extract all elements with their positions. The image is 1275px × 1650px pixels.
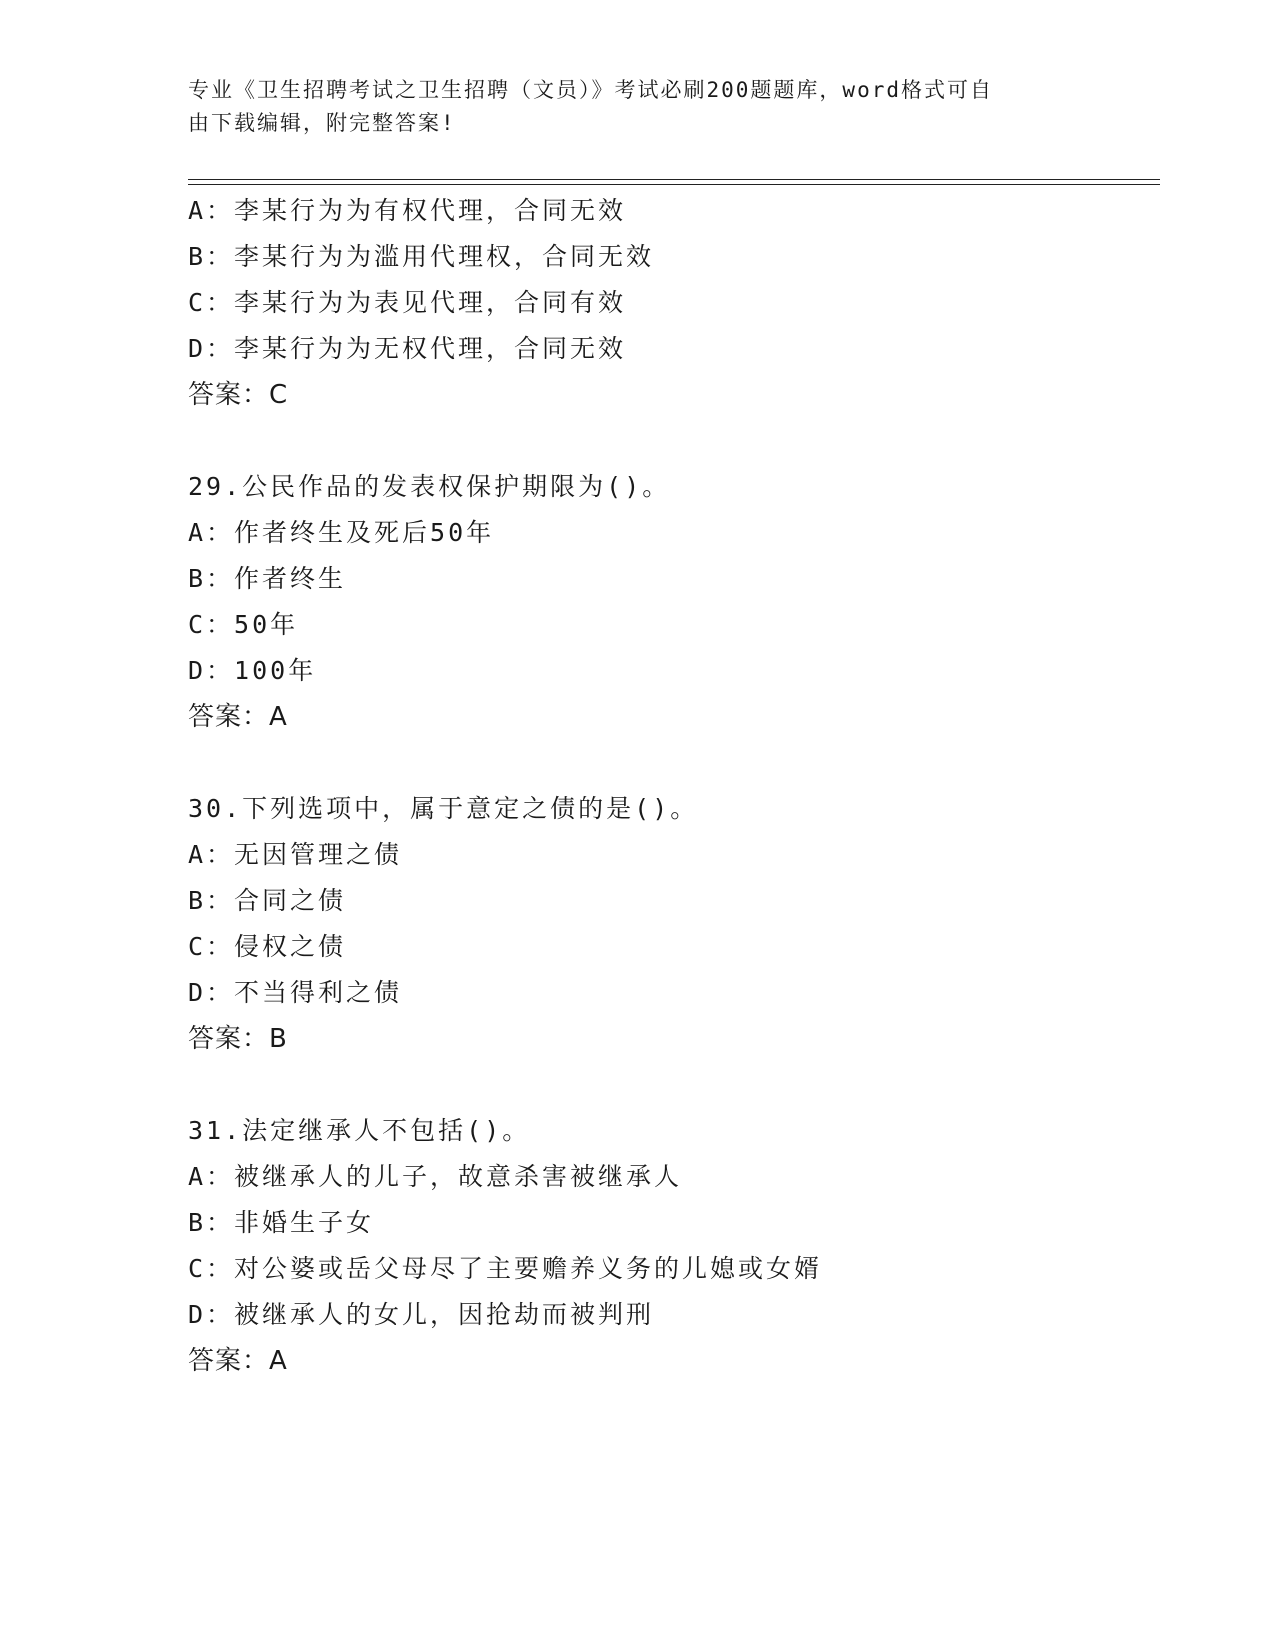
option-a: A：作者终生及死后50年 [188,518,495,547]
option-c: C：李某行为为表见代理，合同有效 [188,288,627,317]
question-stem: 29.公民作品的发表权保护期限为()。 [188,472,671,501]
option-b: B：非婚生子女 [188,1208,375,1237]
question-list [188,188,1188,1384]
header-line-1: 专业《卫生招聘考试之卫生招聘（文员）》考试必刷200题题库，word格式可自 [188,78,993,102]
answer-line: 答案：A [188,1346,288,1376]
question-block-30 [188,786,1188,1062]
question-stem: 31.法定继承人不包括()。 [188,1116,531,1145]
option-c: C：侵权之债 [188,932,347,961]
spacer [188,418,1188,464]
option-a: A：被继承人的儿子，故意杀害被继承人 [188,1162,683,1191]
answer-line: 答案：C [188,380,289,410]
spacer [188,740,1188,786]
answer-line: 答案：A [188,702,288,732]
option-d: D：不当得利之债 [188,978,403,1007]
header-line-2: 由下载编辑，附完整答案! [188,111,456,135]
option-a: A：李某行为为有权代理，合同无效 [188,196,627,225]
option-c: C：50年 [188,610,299,639]
spacer [188,1062,1188,1108]
question-block-29 [188,464,1188,740]
question-stem: 30.下列选项中，属于意定之债的是()。 [188,794,699,823]
answer-line: 答案：B [188,1024,288,1054]
option-a: A：无因管理之债 [188,840,403,869]
header-rule-top [188,179,1160,180]
document-header [188,74,1088,140]
header-rule-bottom [188,184,1160,185]
option-c: C：对公婆或岳父母尽了主要赡养义务的儿媳或女婿 [188,1254,823,1283]
question-block-31 [188,1108,1188,1384]
question-block-28 [188,188,1188,418]
option-b: B：合同之债 [188,886,347,915]
option-d: D：被继承人的女儿，因抢劫而被判刑 [188,1300,655,1329]
option-d: D：100年 [188,656,317,685]
option-b: B：李某行为为滥用代理权，合同无效 [188,242,655,271]
option-b: B：作者终生 [188,564,347,593]
option-d: D：李某行为为无权代理，合同无效 [188,334,627,363]
